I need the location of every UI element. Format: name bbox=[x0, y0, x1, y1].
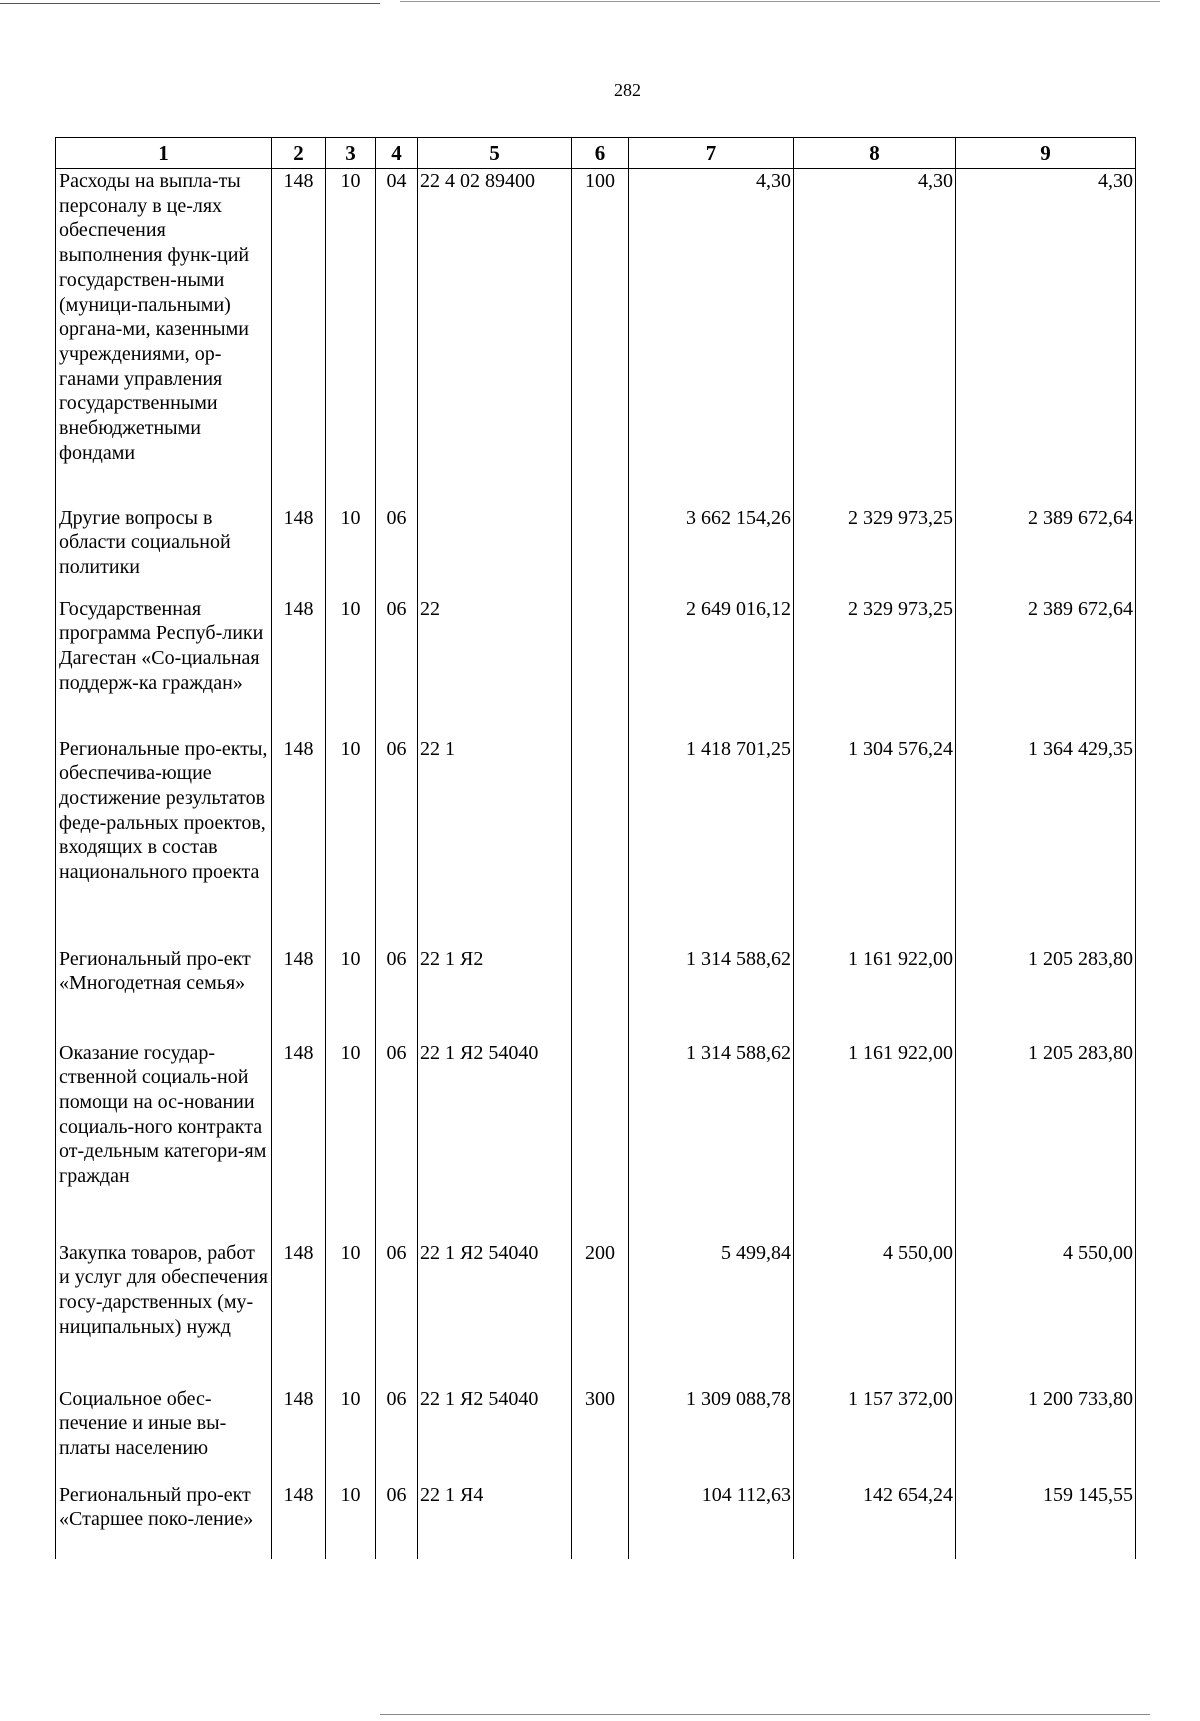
cell-ministry-code: 148 bbox=[272, 169, 326, 506]
table-row bbox=[56, 169, 1136, 506]
cell-ministry-code: 148 bbox=[272, 1483, 326, 1559]
cell-amount-year-3: 2 389 672,64 bbox=[956, 506, 1136, 597]
cell-ministry-code: 148 bbox=[272, 1387, 326, 1483]
cell-subsection: 06 bbox=[376, 1041, 418, 1241]
cell-amount-year-3: 1 200 733,80 bbox=[956, 1387, 1136, 1483]
table-row bbox=[56, 506, 1136, 597]
budget-table-container bbox=[55, 137, 1135, 1559]
cell-section: 10 bbox=[326, 1387, 376, 1483]
cell-amount-year-3: 2 389 672,64 bbox=[956, 597, 1136, 737]
cell-expense-type: 200 bbox=[572, 1241, 629, 1387]
cell-subsection: 06 bbox=[376, 1387, 418, 1483]
row-name: Оказание государ-ственной социаль-ной помощи на ос-новании социаль-ного контракта от-дельным категори-ям граждан bbox=[56, 1041, 272, 1241]
cell-expense-type bbox=[572, 1483, 629, 1559]
col-header-7: 7 bbox=[629, 138, 794, 169]
cell-section: 10 bbox=[326, 1483, 376, 1559]
row-name: Региональные про-екты, обеспечива-ющие достижение результатов феде-ральных проектов, входящих в состав национального проекта bbox=[56, 737, 272, 947]
cell-ministry-code: 148 bbox=[272, 506, 326, 597]
cell-section: 10 bbox=[326, 169, 376, 506]
cell-amount-year-1: 4,30 bbox=[629, 169, 794, 506]
row-name: Государственная программа Респуб-лики Дагестан «Со-циальная поддерж-ка граждан» bbox=[56, 597, 272, 737]
cell-section: 10 bbox=[326, 1241, 376, 1387]
cell-amount-year-3: 4,30 bbox=[956, 169, 1136, 506]
cell-target-article: 22 1 bbox=[418, 737, 572, 947]
cell-amount-year-1: 1 314 588,62 bbox=[629, 947, 794, 1041]
cell-target-article bbox=[418, 506, 572, 597]
table-header-row bbox=[56, 138, 1136, 169]
cell-target-article: 22 1 Я2 bbox=[418, 947, 572, 1041]
cell-ministry-code: 148 bbox=[272, 597, 326, 737]
budget-table bbox=[55, 137, 1136, 1559]
table-row bbox=[56, 1241, 1136, 1387]
cell-expense-type bbox=[572, 597, 629, 737]
cell-amount-year-2: 1 157 372,00 bbox=[794, 1387, 956, 1483]
cell-amount-year-3: 1 205 283,80 bbox=[956, 1041, 1136, 1241]
scan-edge-bottom bbox=[380, 1714, 1150, 1715]
cell-ministry-code: 148 bbox=[272, 1041, 326, 1241]
cell-expense-type: 100 bbox=[572, 169, 629, 506]
col-header-2: 2 bbox=[272, 138, 326, 169]
scan-edge-top-right bbox=[400, 1, 1160, 2]
cell-target-article: 22 bbox=[418, 597, 572, 737]
cell-ministry-code: 148 bbox=[272, 947, 326, 1041]
cell-target-article: 22 1 Я4 bbox=[418, 1483, 572, 1559]
cell-amount-year-2: 4 550,00 bbox=[794, 1241, 956, 1387]
cell-section: 10 bbox=[326, 597, 376, 737]
cell-section: 10 bbox=[326, 1041, 376, 1241]
cell-expense-type: 300 bbox=[572, 1387, 629, 1483]
cell-amount-year-2: 2 329 973,25 bbox=[794, 506, 956, 597]
col-header-9: 9 bbox=[956, 138, 1136, 169]
cell-target-article: 22 1 Я2 54040 bbox=[418, 1241, 572, 1387]
cell-amount-year-2: 4,30 bbox=[794, 169, 956, 506]
cell-expense-type bbox=[572, 1041, 629, 1241]
cell-amount-year-1: 104 112,63 bbox=[629, 1483, 794, 1559]
col-header-1: 1 bbox=[56, 138, 272, 169]
cell-amount-year-1: 5 499,84 bbox=[629, 1241, 794, 1387]
table-row bbox=[56, 737, 1136, 947]
cell-expense-type bbox=[572, 737, 629, 947]
cell-amount-year-2: 1 304 576,24 bbox=[794, 737, 956, 947]
table-row bbox=[56, 947, 1136, 1041]
cell-subsection: 06 bbox=[376, 737, 418, 947]
cell-target-article: 22 1 Я2 54040 bbox=[418, 1387, 572, 1483]
cell-ministry-code: 148 bbox=[272, 737, 326, 947]
cell-amount-year-3: 159 145,55 bbox=[956, 1483, 1136, 1559]
row-name: Социальное обес-печение и иные вы-платы населению bbox=[56, 1387, 272, 1483]
table-row bbox=[56, 1483, 1136, 1559]
row-name: Другие вопросы в области социальной политики bbox=[56, 506, 272, 597]
table-row bbox=[56, 597, 1136, 737]
col-header-5: 5 bbox=[418, 138, 572, 169]
cell-target-article: 22 4 02 89400 bbox=[418, 169, 572, 506]
row-name: Закупка товаров, работ и услуг для обеспечения госу-дарственных (му-ниципальных) нужд bbox=[56, 1241, 272, 1387]
cell-subsection: 04 bbox=[376, 169, 418, 506]
row-name: Расходы на выпла-ты персоналу в це-лях обеспечения выполнения функ-ций государствен-ными (муници-пальными) органа-ми, казенными учреждениями, ор-ганами управления государственными внебюджетными фондами bbox=[56, 169, 272, 506]
cell-amount-year-1: 1 314 588,62 bbox=[629, 1041, 794, 1241]
cell-expense-type bbox=[572, 947, 629, 1041]
cell-amount-year-1: 1 418 701,25 bbox=[629, 737, 794, 947]
cell-subsection: 06 bbox=[376, 597, 418, 737]
page-number: 282 bbox=[614, 80, 641, 100]
col-header-3: 3 bbox=[326, 138, 376, 169]
cell-subsection: 06 bbox=[376, 1241, 418, 1387]
row-name: Региональный про-ект «Многодетная семья» bbox=[56, 947, 272, 1041]
cell-subsection: 06 bbox=[376, 947, 418, 1041]
col-header-6: 6 bbox=[572, 138, 629, 169]
cell-amount-year-1: 2 649 016,12 bbox=[629, 597, 794, 737]
cell-section: 10 bbox=[326, 947, 376, 1041]
cell-section: 10 bbox=[326, 506, 376, 597]
cell-subsection: 06 bbox=[376, 506, 418, 597]
cell-amount-year-2: 1 161 922,00 bbox=[794, 1041, 956, 1241]
cell-amount-year-3: 4 550,00 bbox=[956, 1241, 1136, 1387]
col-header-8: 8 bbox=[794, 138, 956, 169]
cell-expense-type bbox=[572, 506, 629, 597]
table-row bbox=[56, 1387, 1136, 1483]
cell-amount-year-1: 3 662 154,26 bbox=[629, 506, 794, 597]
cell-subsection: 06 bbox=[376, 1483, 418, 1559]
table-row bbox=[56, 1041, 1136, 1241]
scan-edge-top bbox=[0, 3, 380, 4]
cell-amount-year-2: 2 329 973,25 bbox=[794, 597, 956, 737]
cell-amount-year-1: 1 309 088,78 bbox=[629, 1387, 794, 1483]
cell-amount-year-2: 1 161 922,00 bbox=[794, 947, 956, 1041]
cell-target-article: 22 1 Я2 54040 bbox=[418, 1041, 572, 1241]
cell-section: 10 bbox=[326, 737, 376, 947]
col-header-4: 4 bbox=[376, 138, 418, 169]
cell-amount-year-3: 1 364 429,35 bbox=[956, 737, 1136, 947]
cell-amount-year-3: 1 205 283,80 bbox=[956, 947, 1136, 1041]
row-name: Региональный про-ект «Старшее поко-ление» bbox=[56, 1483, 272, 1559]
cell-amount-year-2: 142 654,24 bbox=[794, 1483, 956, 1559]
cell-ministry-code: 148 bbox=[272, 1241, 326, 1387]
